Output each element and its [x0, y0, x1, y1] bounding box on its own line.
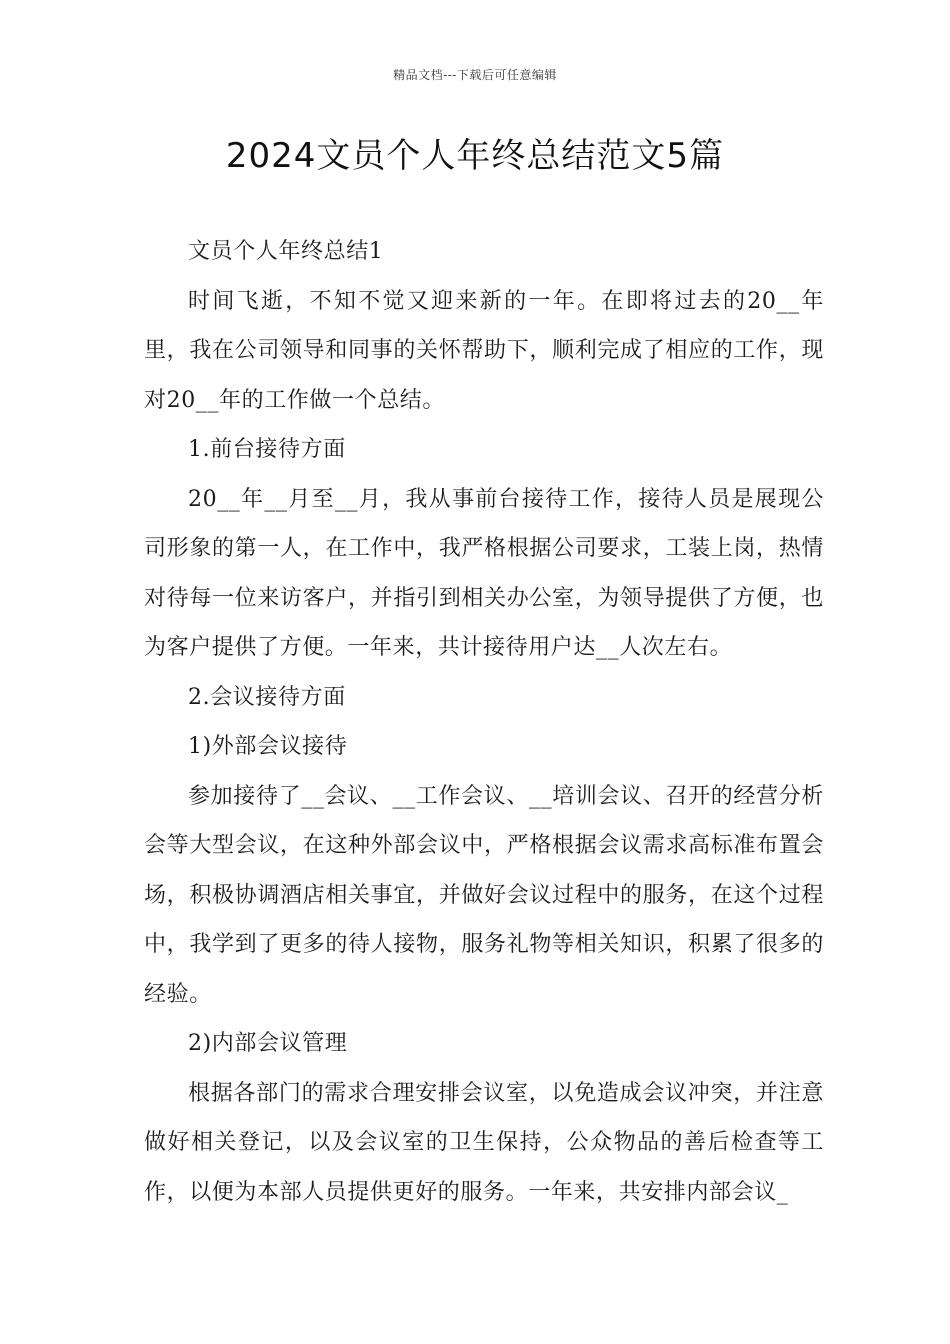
- subsection-heading: 2)内部会议管理: [188, 1031, 348, 1056]
- subsection-heading: 1)外部会议接待: [188, 734, 348, 759]
- paragraph: 参加接待了__会议、__工作会议、__培训会议、召开的经营分析会等大型会议，在这种外部会议中，严格根据会议需求高标准布置会场，积极协调酒店相关事宜，并做好会议过程中的服务，在这个过程中，我学到了更多的待人接物，服务礼物等相关知识，积累了很多的经验。: [144, 783, 824, 1007]
- header-note: 精品文档---下载后可任意编辑: [393, 68, 557, 82]
- paragraph: 20__年__月至__月，我从事前台接待工作，接待人员是展现公司形象的第一人，在工作中，我严格根据公司要求，工装上岗，热情对待每一位来访客户，并指引到相关办公室，为领导提供了方便，也为客户提供了方便。一年来，共计接待用户达__人次左右。: [144, 486, 824, 660]
- document-title: 2024文员个人年终总结范文5篇: [225, 136, 725, 176]
- subsection-heading: 1.前台接待方面: [188, 437, 346, 462]
- document-body: [144, 227, 824, 1217]
- paragraph: 根据各部门的需求合理安排会议室，以免造成会议冲突，并注意做好相关登记，以及会议室的卫生保持，公众物品的善后检查等工作，以便为本部人员提供更好的服务。一年来，共安排内部会议_: [144, 1080, 824, 1205]
- paragraph: 时间飞逝，不知不觉又迎来新的一年。在即将过去的20__年里，我在公司领导和同事的关怀帮助下，顺利完成了相应的工作，现对20__年的工作做一个总结。: [144, 288, 824, 413]
- subsection-heading: 2.会议接待方面: [188, 684, 346, 710]
- section-heading: 文员个人年终总结1: [188, 239, 384, 264]
